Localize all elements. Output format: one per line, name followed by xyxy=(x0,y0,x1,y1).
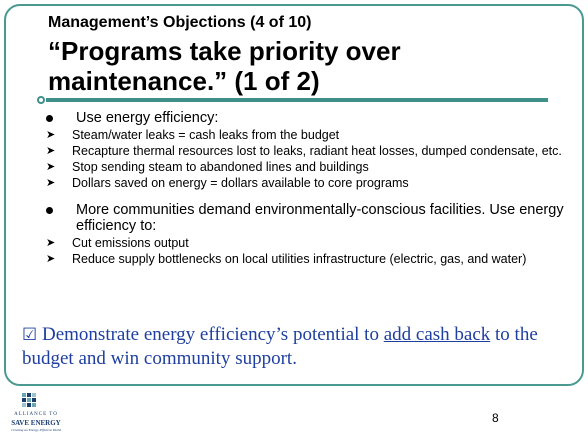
slide-subtitle: Management’s Objections (4 of 10) xyxy=(48,14,312,31)
callout-text-end: to the budget and win community support. xyxy=(22,324,538,369)
sub-bullet-item xyxy=(44,252,564,266)
arrowhead-bullet-icon: ➤ xyxy=(46,253,56,265)
sub-bullet-text: Steam/water leaks = cash leaks from the budget xyxy=(72,128,340,142)
arrowhead-bullet-icon: ➤ xyxy=(46,237,56,249)
arrowhead-bullet-icon: ➤ xyxy=(46,177,56,189)
sub-bullet-item xyxy=(44,236,564,250)
bullet-list xyxy=(44,110,564,268)
sub-bullet-text: Recapture thermal resources lost to leaks, radiant heat losses, dumped condensate, etc. xyxy=(72,144,562,158)
sub-bullet-item xyxy=(44,128,564,142)
page-number: 8 xyxy=(492,411,499,425)
logo-main-text: SAVE ENERGY xyxy=(11,419,61,427)
sub-bullet-text: Dollars saved on energy = dollars available to core programs xyxy=(72,176,409,190)
bullet-dot-icon xyxy=(46,115,53,122)
sub-bullet-text: Cut emissions output xyxy=(72,236,189,250)
bullet-dot-icon xyxy=(46,207,53,214)
arrowhead-bullet-icon: ➤ xyxy=(46,145,56,157)
bullet-item xyxy=(44,110,564,126)
bullet-text: More communities demand environmentally-conscious facilities. Use energy efficiency to: xyxy=(76,202,564,234)
title-underline-dot xyxy=(37,96,45,104)
sub-bullet-text: Stop sending steam to abandoned lines and buildings xyxy=(72,160,369,174)
callout-statement xyxy=(22,323,562,371)
callout-text-start: Demonstrate energy efficiency’s potential to xyxy=(37,324,384,345)
sub-bullet-item xyxy=(44,176,564,190)
slide-title: “Programs take priority over maintenance.” (1 of 2) xyxy=(48,36,401,96)
add-cash-back-link[interactable]: add cash back xyxy=(383,324,491,345)
bullet-item xyxy=(44,202,564,234)
sub-bullet-list xyxy=(44,128,564,190)
logo-tagline: Creating an Energy-Efficient World xyxy=(11,428,61,432)
checkbox-icon: ☑ xyxy=(22,325,38,345)
logo-name: ALLIANCE TO xyxy=(14,412,58,417)
arrowhead-bullet-icon: ➤ xyxy=(46,161,56,173)
bullet-text: Use energy efficiency: xyxy=(76,110,219,126)
arrowhead-bullet-icon: ➤ xyxy=(46,129,56,141)
sub-bullet-item xyxy=(44,160,564,174)
sub-bullet-item xyxy=(44,144,564,158)
sub-bullet-list xyxy=(44,236,564,266)
sub-bullet-text: Reduce supply bottlenecks on local utilities infrastructure (electric, gas, and water) xyxy=(72,252,527,266)
title-underline xyxy=(46,98,548,102)
